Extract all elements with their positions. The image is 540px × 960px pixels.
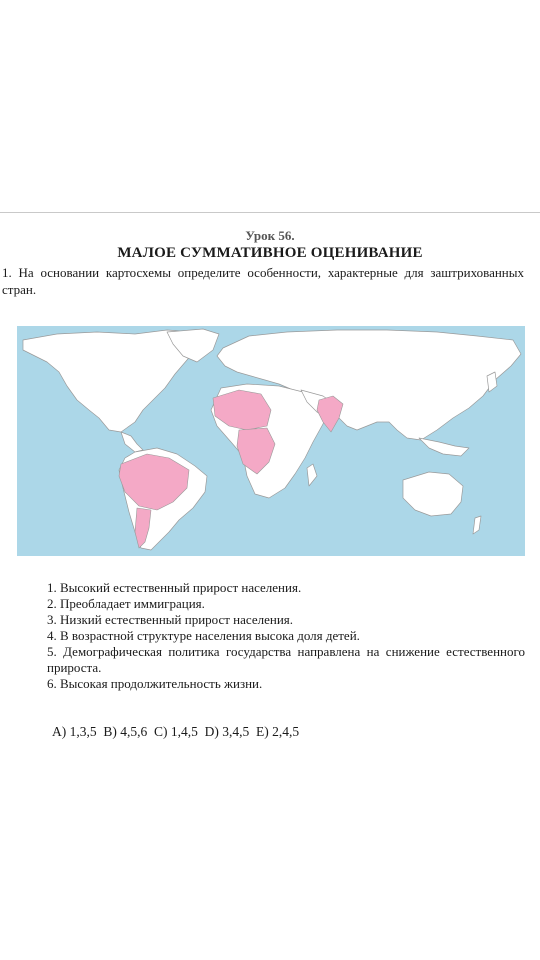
option-item: 1. Высокий естественный прирост населения. bbox=[47, 580, 302, 595]
page-title: МАЛОЕ СУММАТИВНОЕ ОЦЕНИВАНИЕ bbox=[117, 245, 423, 261]
lesson-number: Урок 56. bbox=[245, 228, 295, 243]
option-item: 5. Демографическая политика государства направлена на снижение естественного прироста. bbox=[47, 644, 525, 675]
page-top-divider bbox=[0, 212, 540, 213]
question-text: 1. На основании картосхемы определите особенности, характерные для заштрихованных стран. bbox=[2, 265, 524, 297]
option-item: 2. Преобладает иммиграция. bbox=[47, 596, 205, 611]
world-map bbox=[17, 326, 525, 556]
answer-choices: A) 1,3,5 B) 4,5,6 C) 1,4,5 D) 3,4,5 E) 2,4,5 bbox=[52, 724, 300, 739]
options-list bbox=[47, 580, 525, 692]
option-item: 3. Низкий естественный прирост населения. bbox=[47, 612, 294, 627]
option-item: 6. Высокая продолжительность жизни. bbox=[47, 676, 263, 691]
option-item: 4. В возрастной структуре населения высока доля детей. bbox=[47, 628, 360, 643]
